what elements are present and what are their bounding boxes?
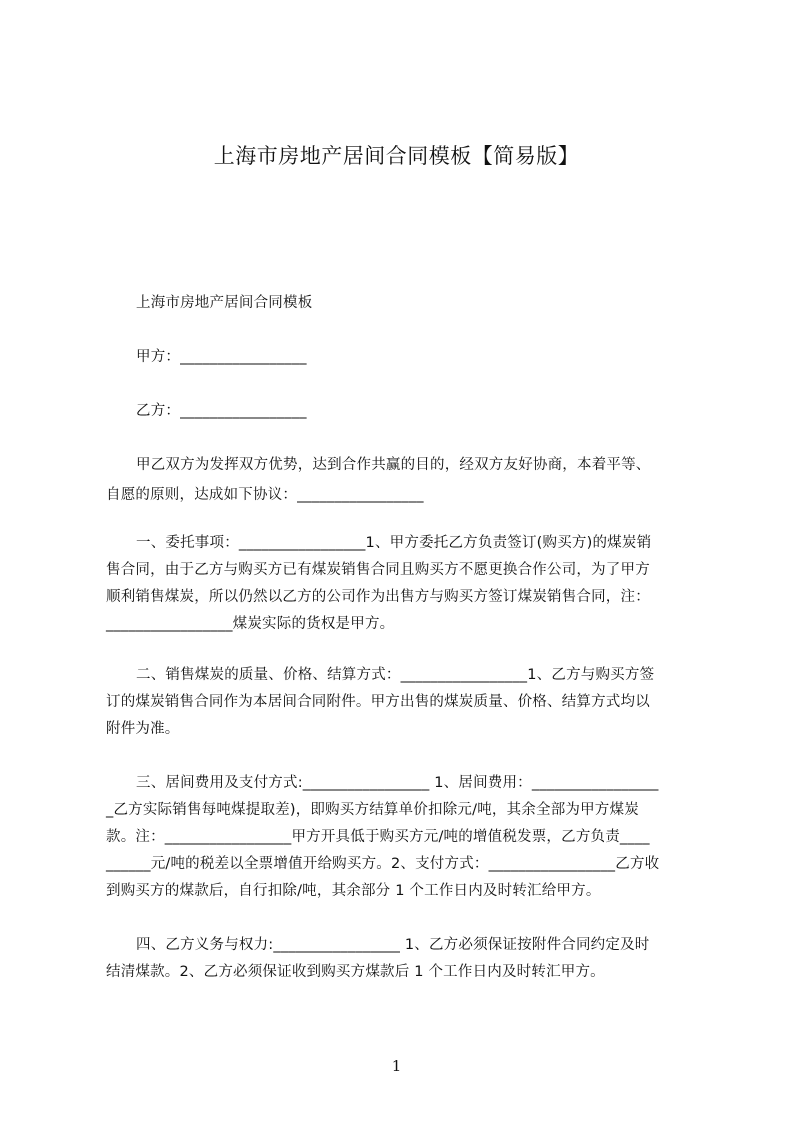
section3-line-4: ______元/吨的税差以全票增值开给购买方。2、支付方式：_________________乙方收 — [106, 856, 660, 872]
section4-line-1: 四、乙方义务与权力:_________________ 1、乙方必须保证按附件合同约定及时 — [136, 937, 650, 953]
section1-line-1: 一、委托事项：_________________1、甲方委托乙方负责签订(购买方)的煤炭销 — [136, 535, 652, 551]
party-a-line: 甲方：_________________ — [136, 349, 307, 365]
intro-line-1: 甲乙双方为发挥双方优势，达到合作共赢的目的，经双方友好协商，本着平等、 — [136, 457, 651, 473]
section2-line-3: 附件为准。 — [106, 721, 180, 737]
section1-line-4: _________________煤炭实际的货权是甲方。 — [106, 616, 395, 632]
party-b-line: 乙方：_________________ — [136, 403, 307, 419]
section2-line-2: 订的煤炭销售合同作为本居间合同附件。甲方出售的煤炭质量、价格、结算方式均以 — [106, 694, 650, 710]
section3-line-5: 到购买方的煤款后，自行扣除/吨，其余部分 1 个工作日内及时转汇给甲方。 — [106, 883, 601, 899]
page-number: 1 — [391, 1057, 402, 1075]
section4-line-2: 结清煤款。2、乙方必须保证收到购买方煤款后 1 个工作日内及时转汇甲方。 — [106, 964, 605, 980]
document-title: 上海市房地产居间合同模板【简易版】 — [213, 144, 580, 168]
section3-line-3: 款。注：_________________甲方开具低于购买方元/吨的增值税发票，乙方负责____ — [106, 829, 650, 845]
section3-line-1: 三、居间费用及支付方式:_________________ 1、居间费用：_________________ — [136, 775, 659, 791]
intro-line-2: 自愿的原则，达成如下协议：_________________ — [106, 487, 424, 503]
subtitle-line: 上海市房地产居间合同模板 — [136, 295, 313, 311]
section3-line-2: _乙方实际销售每吨煤提取差)，即购买方结算单价扣除元/吨，其余全部为甲方煤炭 — [106, 802, 639, 818]
section1-line-3: 顺利销售煤炭，所以仍然以乙方的公司作为出售方与购买方签订煤炭销售合同，注： — [106, 589, 650, 605]
section1-line-2: 售合同，由于乙方与购买方已有煤炭销售合同且购买方不愿更换合作公司，为了甲方 — [106, 562, 650, 578]
section2-line-1: 二、销售煤炭的质量、价格、结算方式：_________________1、乙方与购买方签 — [136, 667, 655, 683]
